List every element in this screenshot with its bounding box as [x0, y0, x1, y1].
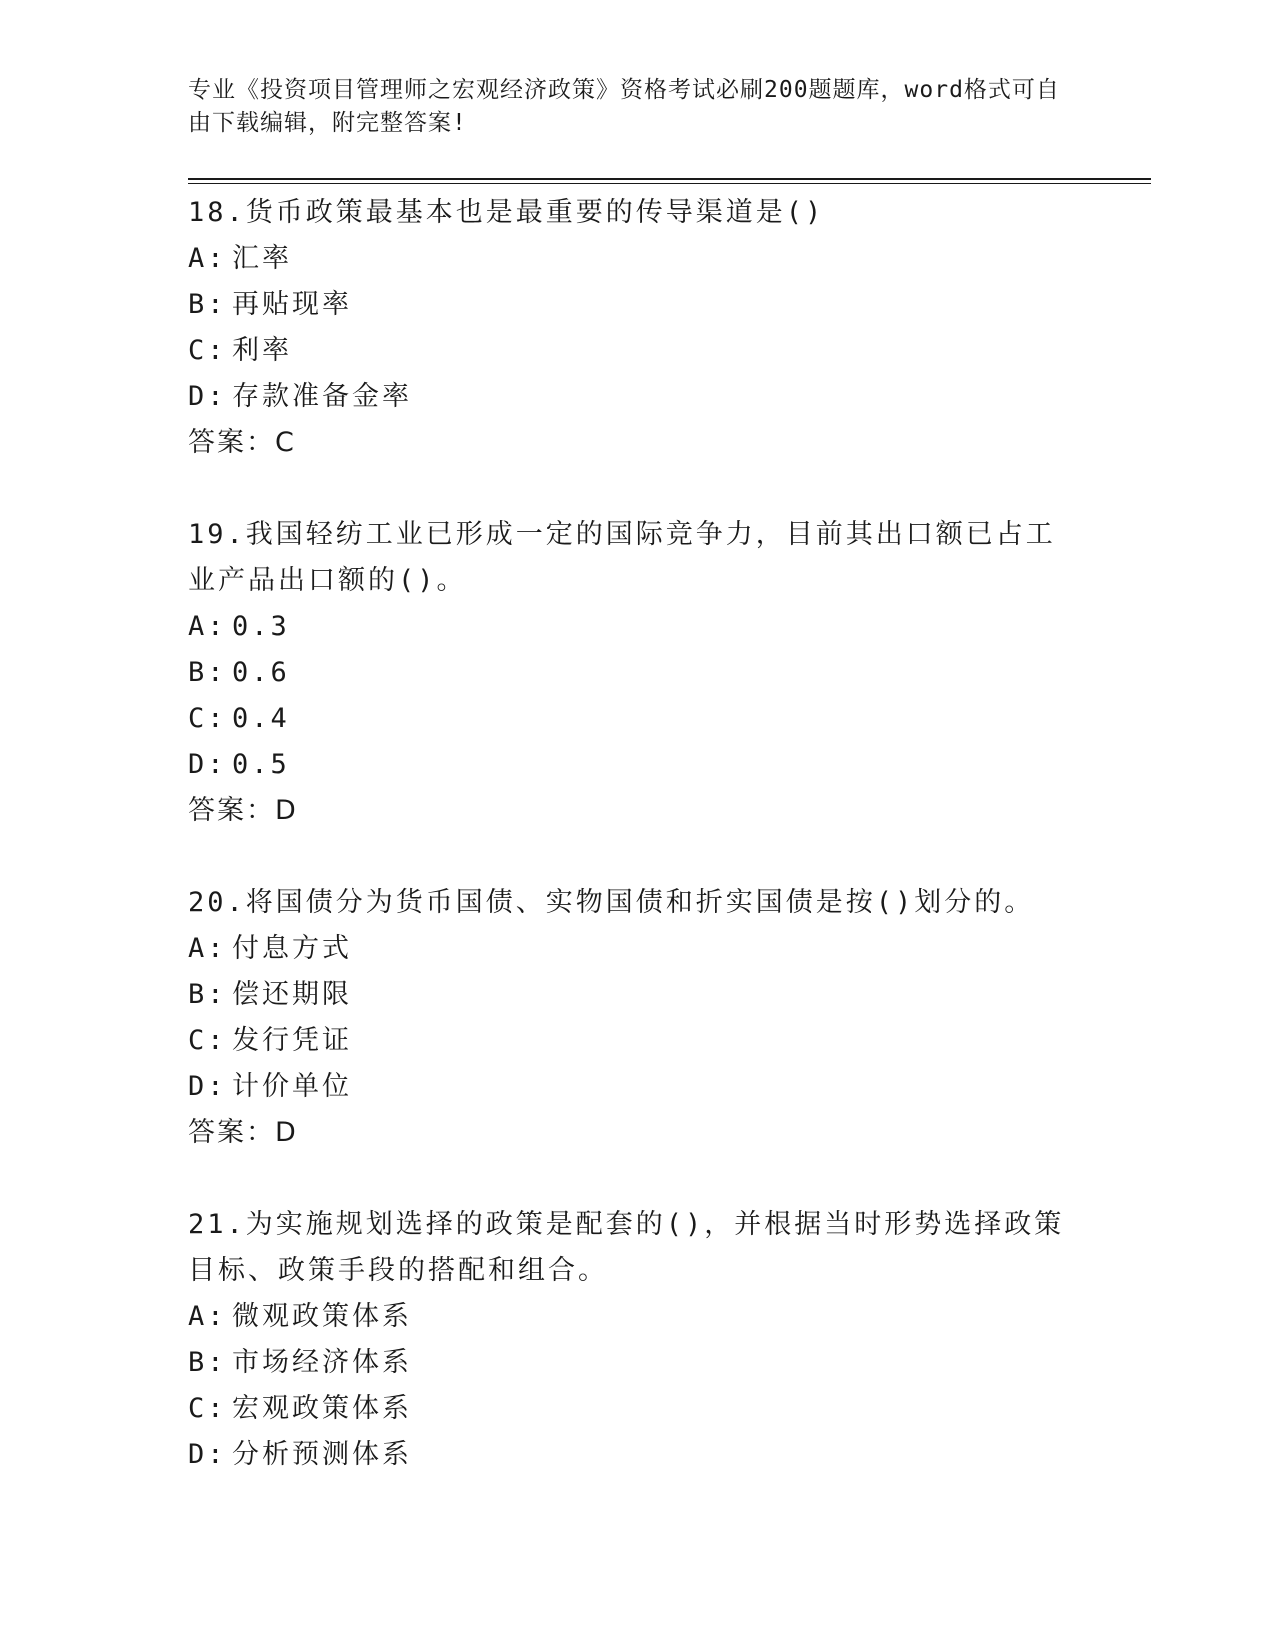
- question-21: [188, 1202, 1088, 1478]
- answer-line: 答案：D: [188, 795, 298, 826]
- option-letter: B:: [188, 289, 227, 320]
- option-a: [188, 926, 1088, 972]
- option-text: 0.3: [232, 611, 290, 642]
- option-d: [188, 742, 1088, 788]
- spacer: [188, 466, 1088, 512]
- option-b: [188, 282, 1088, 328]
- option-letter: D:: [188, 749, 227, 780]
- option-text: 宏观政策体系: [232, 1393, 412, 1424]
- question-stem: 18.货币政策最基本也是最重要的传导渠道是(): [188, 197, 825, 228]
- option-text: 0.4: [232, 703, 290, 734]
- option-text: 付息方式: [232, 933, 352, 964]
- question-19: [188, 512, 1088, 834]
- option-letter: D:: [188, 381, 227, 412]
- option-text: 存款准备金率: [232, 381, 412, 412]
- spacer: [188, 1156, 1088, 1202]
- option-letter: B:: [188, 1347, 227, 1378]
- header-rule-thick: [188, 178, 1151, 180]
- document-header: 专业《投资项目管理师之宏观经济政策》资格考试必刷200题题库，word格式可自由下载编辑，附完整答案!: [188, 77, 1060, 136]
- option-a: [188, 236, 1088, 282]
- option-d: [188, 374, 1088, 420]
- spacer: [188, 834, 1088, 880]
- option-text: 0.6: [232, 657, 290, 688]
- question-stem: 20.将国债分为货币国债、实物国债和折实国债是按()划分的。: [188, 887, 1035, 918]
- option-c: [188, 1018, 1088, 1064]
- option-c: [188, 328, 1088, 374]
- option-text: 计价单位: [232, 1071, 352, 1102]
- answer-line: 答案：D: [188, 1117, 298, 1148]
- option-text: 分析预测体系: [232, 1439, 412, 1470]
- option-a: [188, 604, 1088, 650]
- option-letter: D:: [188, 1439, 227, 1470]
- option-d: [188, 1064, 1088, 1110]
- option-text: 0.5: [232, 749, 290, 780]
- option-b: [188, 972, 1088, 1018]
- option-b: [188, 650, 1088, 696]
- option-letter: A:: [188, 611, 227, 642]
- option-letter: D:: [188, 1071, 227, 1102]
- option-letter: A:: [188, 1301, 227, 1332]
- option-text: 利率: [232, 335, 292, 366]
- question-stem: 19.我国轻纺工业已形成一定的国际竞争力，目前其出口额已占工业产品出口额的()。: [188, 519, 1056, 596]
- option-letter: A:: [188, 933, 227, 964]
- option-letter: C:: [188, 1025, 227, 1056]
- answer-line: 答案：C: [188, 427, 296, 458]
- option-letter: C:: [188, 1393, 227, 1424]
- option-letter: C:: [188, 703, 227, 734]
- question-list: [188, 190, 1088, 1478]
- option-b: [188, 1340, 1088, 1386]
- option-text: 市场经济体系: [232, 1347, 412, 1378]
- option-a: [188, 1294, 1088, 1340]
- option-text: 汇率: [232, 243, 292, 274]
- option-letter: A:: [188, 243, 227, 274]
- option-text: 再贴现率: [232, 289, 352, 320]
- option-text: 发行凭证: [232, 1025, 352, 1056]
- option-letter: C:: [188, 335, 227, 366]
- question-18: [188, 190, 1088, 466]
- option-c: [188, 1386, 1088, 1432]
- question-stem: 21.为实施规划选择的政策是配套的()，并根据当时形势选择政策目标、政策手段的搭配和组合。: [188, 1209, 1065, 1286]
- option-letter: B:: [188, 657, 227, 688]
- option-text: 偿还期限: [232, 979, 352, 1010]
- header-rule-thin: [188, 183, 1151, 184]
- option-text: 微观政策体系: [232, 1301, 412, 1332]
- option-c: [188, 696, 1088, 742]
- option-d: [188, 1432, 1088, 1478]
- option-letter: B:: [188, 979, 227, 1010]
- question-20: [188, 880, 1088, 1156]
